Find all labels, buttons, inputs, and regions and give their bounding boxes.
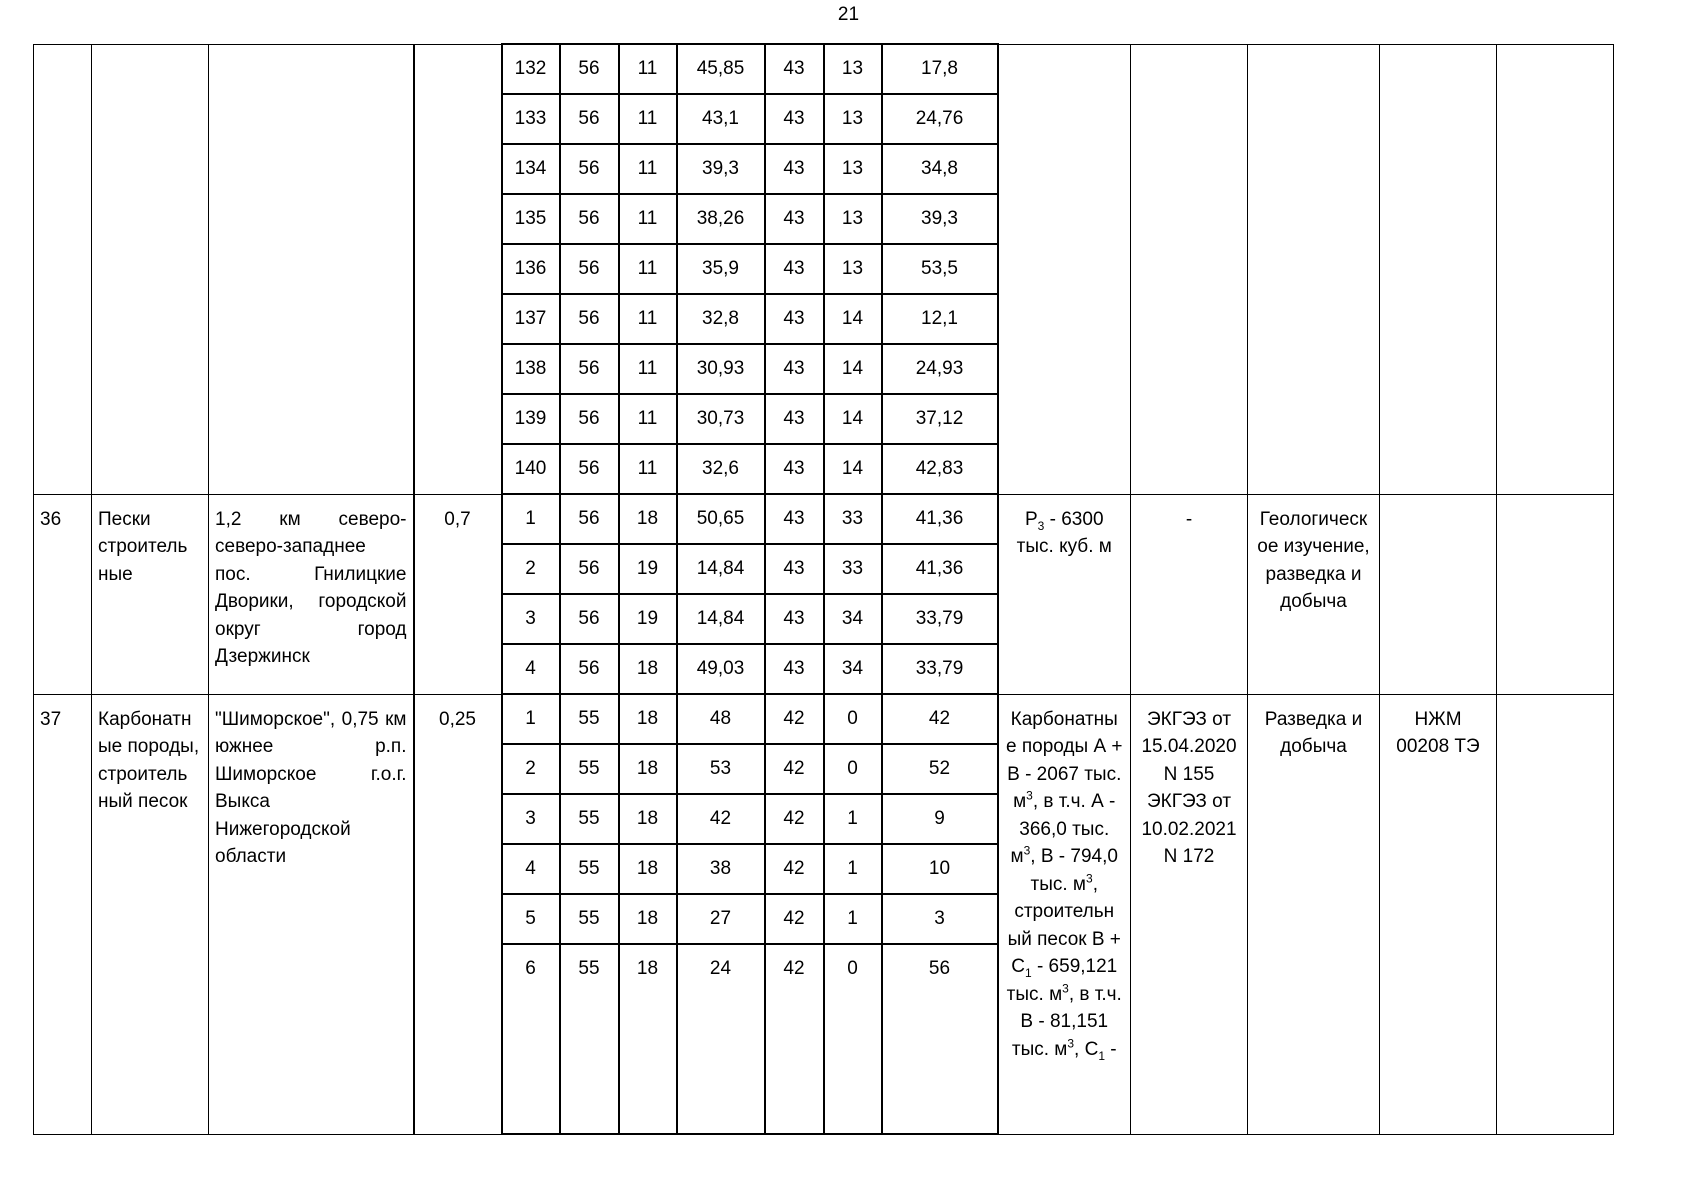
entry37-point-5-lon-sec: 3	[882, 894, 998, 944]
cont-2-lon-sec: 24,76	[882, 94, 998, 144]
entry36-point-1-lat-deg: 56	[560, 494, 619, 544]
entry37-point-2-lat-min: 18	[619, 744, 677, 794]
cont-3-lon-min: 13	[824, 144, 882, 194]
entry36-point-2-point-number: 2	[502, 544, 560, 594]
cont-1-lat-deg: 56	[560, 44, 619, 94]
entry37-point-1-point-number: 1	[502, 694, 560, 744]
entry37-point-6-lat-sec: 24	[677, 944, 765, 1134]
entry37-mineral: Карбонатн ые породы, строитель ный песок	[92, 694, 209, 1134]
cont-6-lat-deg: 56	[560, 294, 619, 344]
cont-8-lat-min: 11	[619, 394, 677, 444]
entry36-point-1-lon-deg: 43	[765, 494, 824, 544]
entry36-note	[1497, 494, 1614, 694]
entry36-purpose: Геологическ ое изучение, разведка и добыча	[1248, 494, 1380, 694]
entry37-point-1-lon-deg: 42	[765, 694, 824, 744]
table-row	[34, 44, 1614, 94]
cont-4-lon-min: 13	[824, 194, 882, 244]
cont-4-lat-sec: 38,26	[677, 194, 765, 244]
cont-7-lat-deg: 56	[560, 344, 619, 394]
entry37-point-4-lat-sec: 38	[677, 844, 765, 894]
entry36-point-4-lat-sec: 49,03	[677, 644, 765, 694]
cont-8-lat-sec: 30,73	[677, 394, 765, 444]
entry36-point-3-lat-deg: 56	[560, 594, 619, 644]
entry37-reserves: Карбонатны е породы А + В - 2067 тыс. $м^3$, в т.ч. А - 366,0 тыс. $м^3$, В - 794,0 тыс. $м^3$, строительн ый песок $В + С_1 - 659,121$ тыс. $м^3$, в т.ч. В - 81,151 тыс. $м^3$, $С_1$ -	[998, 694, 1131, 1134]
entry37-point-6-lat-deg: 55	[560, 944, 619, 1134]
cont-5-point-number: 136	[502, 244, 560, 294]
entry37-point-3-point-number: 3	[502, 794, 560, 844]
entry36-point-4-lon-min: 34	[824, 644, 882, 694]
entry36-point-4-lon-sec: 33,79	[882, 644, 998, 694]
entry37-point-2-lon-deg: 42	[765, 744, 824, 794]
cont-4-lat-deg: 56	[560, 194, 619, 244]
entry36-point-2-lon-deg: 43	[765, 544, 824, 594]
entry37-point-4-lon-deg: 42	[765, 844, 824, 894]
location-cell	[209, 44, 414, 494]
cont-2-point-number: 133	[502, 94, 560, 144]
cont-1-lat-sec: 45,85	[677, 44, 765, 94]
cont-5-lat-min: 11	[619, 244, 677, 294]
cont-9-lon-min: 14	[824, 444, 882, 494]
entry37-point-1-lat-sec: 48	[677, 694, 765, 744]
note-cell	[1497, 44, 1614, 494]
cont-9-lat-deg: 56	[560, 444, 619, 494]
entry37-point-3-lat-deg: 55	[560, 794, 619, 844]
cont-7-lon-deg: 43	[765, 344, 824, 394]
cont-4-lon-deg: 43	[765, 194, 824, 244]
entry36-point-3-lat-sec: 14,84	[677, 594, 765, 644]
entry36-point-2-lat-min: 19	[619, 544, 677, 594]
entry37-point-1-lat-min: 18	[619, 694, 677, 744]
area-cell	[414, 44, 502, 494]
cont-3-point-number: 134	[502, 144, 560, 194]
mineral-cell	[92, 44, 209, 494]
entry37-point-3-lat-sec: 42	[677, 794, 765, 844]
entry37-point-6-lon-min: 0	[824, 944, 882, 1134]
cont-9-lon-sec: 42,83	[882, 444, 998, 494]
entry37-point-4-lon-min: 1	[824, 844, 882, 894]
entry37-purpose: Разведка и добыча	[1248, 694, 1380, 1134]
entry37-point-3-lat-min: 18	[619, 794, 677, 844]
entry37-point-5-lat-deg: 55	[560, 894, 619, 944]
cont-7-lon-sec: 24,93	[882, 344, 998, 394]
approval-cell	[1131, 44, 1248, 494]
cont-9-lat-min: 11	[619, 444, 677, 494]
entry37-point-3-lon-deg: 42	[765, 794, 824, 844]
entry36-point-1-point-number: 1	[502, 494, 560, 544]
cont-1-point-number: 132	[502, 44, 560, 94]
cont-5-lon-min: 13	[824, 244, 882, 294]
cont-8-lon-deg: 43	[765, 394, 824, 444]
entry37-point-1-lat-deg: 55	[560, 694, 619, 744]
entry36-point-4-lat-min: 18	[619, 644, 677, 694]
entry37-point-2-point-number: 2	[502, 744, 560, 794]
license-cell	[1380, 44, 1497, 494]
cont-2-lon-min: 13	[824, 94, 882, 144]
entry36-point-3-lat-min: 19	[619, 594, 677, 644]
entry37-area: 0,25	[414, 694, 502, 1134]
cont-1-lon-sec: 17,8	[882, 44, 998, 94]
entry37-point-2-lon-min: 0	[824, 744, 882, 794]
entry37-point-1-lon-sec: 42	[882, 694, 998, 744]
cont-1-lon-deg: 43	[765, 44, 824, 94]
cont-3-lat-sec: 39,3	[677, 144, 765, 194]
cont-9-lon-deg: 43	[765, 444, 824, 494]
cont-2-lon-deg: 43	[765, 94, 824, 144]
entry36-point-2-lon-sec: 41,36	[882, 544, 998, 594]
cont-2-lat-min: 11	[619, 94, 677, 144]
purpose-cell	[1248, 44, 1380, 494]
cont-1-lat-min: 11	[619, 44, 677, 94]
subsoil-register-table	[33, 43, 1614, 1135]
entry37-point-2-lat-sec: 53	[677, 744, 765, 794]
entry37-point-4-lat-deg: 55	[560, 844, 619, 894]
cont-2-lat-sec: 43,1	[677, 94, 765, 144]
cont-6-lat-sec: 32,8	[677, 294, 765, 344]
entry36-point-3-lon-sec: 33,79	[882, 594, 998, 644]
cont-8-lon-min: 14	[824, 394, 882, 444]
cont-6-lon-sec: 12,1	[882, 294, 998, 344]
entry37-point-6-lon-sec: 56	[882, 944, 998, 1134]
cont-9-point-number: 140	[502, 444, 560, 494]
entry36-point-4-point-number: 4	[502, 644, 560, 694]
cont-5-lat-sec: 35,9	[677, 244, 765, 294]
entry36-point-3-point-number: 3	[502, 594, 560, 644]
cont-5-lat-deg: 56	[560, 244, 619, 294]
cont-8-point-number: 139	[502, 394, 560, 444]
cont-2-lat-deg: 56	[560, 94, 619, 144]
entry37-point-5-point-number: 5	[502, 894, 560, 944]
entry36-number: 36	[34, 494, 92, 694]
cont-6-lon-min: 14	[824, 294, 882, 344]
table-row	[34, 494, 1614, 544]
entry37-point-6-lon-deg: 42	[765, 944, 824, 1134]
entry36-point-1-lat-min: 18	[619, 494, 677, 544]
cont-7-lon-min: 14	[824, 344, 882, 394]
entry37-point-5-lat-sec: 27	[677, 894, 765, 944]
entry36-reserves: $P_3 - 6300$ тыс. куб. м	[998, 494, 1131, 694]
cont-4-lat-min: 11	[619, 194, 677, 244]
entry36-point-1-lon-sec: 41,36	[882, 494, 998, 544]
entry37-number: 37	[34, 694, 92, 1134]
cont-6-point-number: 137	[502, 294, 560, 344]
entry37-point-4-lon-sec: 10	[882, 844, 998, 894]
entry37-point-2-lat-deg: 55	[560, 744, 619, 794]
entry36-point-3-lon-min: 34	[824, 594, 882, 644]
entry37-license: НЖМ 00208 ТЭ	[1380, 694, 1497, 1134]
entry36-point-2-lat-sec: 14,84	[677, 544, 765, 594]
cont-4-lon-sec: 39,3	[882, 194, 998, 244]
entry37-note	[1497, 694, 1614, 1134]
cont-5-lon-sec: 53,5	[882, 244, 998, 294]
entry36-point-1-lon-min: 33	[824, 494, 882, 544]
entry36-point-2-lon-min: 33	[824, 544, 882, 594]
entry37-point-2-lon-sec: 52	[882, 744, 998, 794]
entry37-point-6-lat-min: 18	[619, 944, 677, 1134]
entry36-point-4-lon-deg: 43	[765, 644, 824, 694]
reserves-cell	[998, 44, 1131, 494]
cont-7-lat-sec: 30,93	[677, 344, 765, 394]
entry37-point-5-lon-deg: 42	[765, 894, 824, 944]
entry36-area: 0,7	[414, 494, 502, 694]
entry36-point-2-lat-deg: 56	[560, 544, 619, 594]
entry36-location: 1,2 км северо-северо-западнее пос. Гнилицкие Дворики, городской округ город Дзержинск	[209, 494, 414, 694]
entry37-point-4-lat-min: 18	[619, 844, 677, 894]
cont-3-lat-min: 11	[619, 144, 677, 194]
cont-3-lon-sec: 34,8	[882, 144, 998, 194]
cont-6-lon-deg: 43	[765, 294, 824, 344]
cont-7-point-number: 138	[502, 344, 560, 394]
entry37-point-5-lat-min: 18	[619, 894, 677, 944]
entry36-license	[1380, 494, 1497, 694]
cont-9-lat-sec: 32,6	[677, 444, 765, 494]
entry37-point-3-lon-min: 1	[824, 794, 882, 844]
entry36-approval: -	[1131, 494, 1248, 694]
entry36-mineral: Пески строитель ные	[92, 494, 209, 694]
cont-7-lat-min: 11	[619, 344, 677, 394]
cont-8-lon-sec: 37,12	[882, 394, 998, 444]
entry36-point-3-lon-deg: 43	[765, 594, 824, 644]
entry37-approval: ЭКГЭЗ от 15.04.2020 N 155 ЭКГЭЗ от 10.02.2021 N 172	[1131, 694, 1248, 1134]
entry37-point-3-lon-sec: 9	[882, 794, 998, 844]
entry37-point-5-lon-min: 1	[824, 894, 882, 944]
cont-3-lon-deg: 43	[765, 144, 824, 194]
cont-4-point-number: 135	[502, 194, 560, 244]
cont-8-lat-deg: 56	[560, 394, 619, 444]
entry36-point-1-lat-sec: 50,65	[677, 494, 765, 544]
table-row	[34, 694, 1614, 744]
cont-1-lon-min: 13	[824, 44, 882, 94]
cont-6-lat-min: 11	[619, 294, 677, 344]
num-cell	[34, 44, 92, 494]
entry37-point-1-lon-min: 0	[824, 694, 882, 744]
entry37-location: "Шиморское", 0,75 км южнее р.п. Шиморское г.о.г. Выкса Нижегородской области	[209, 694, 414, 1134]
cont-5-lon-deg: 43	[765, 244, 824, 294]
entry37-point-4-point-number: 4	[502, 844, 560, 894]
cont-3-lat-deg: 56	[560, 144, 619, 194]
entry36-point-4-lat-deg: 56	[560, 644, 619, 694]
page-number: 21	[837, 4, 860, 25]
entry37-point-6-point-number: 6	[502, 944, 560, 1134]
